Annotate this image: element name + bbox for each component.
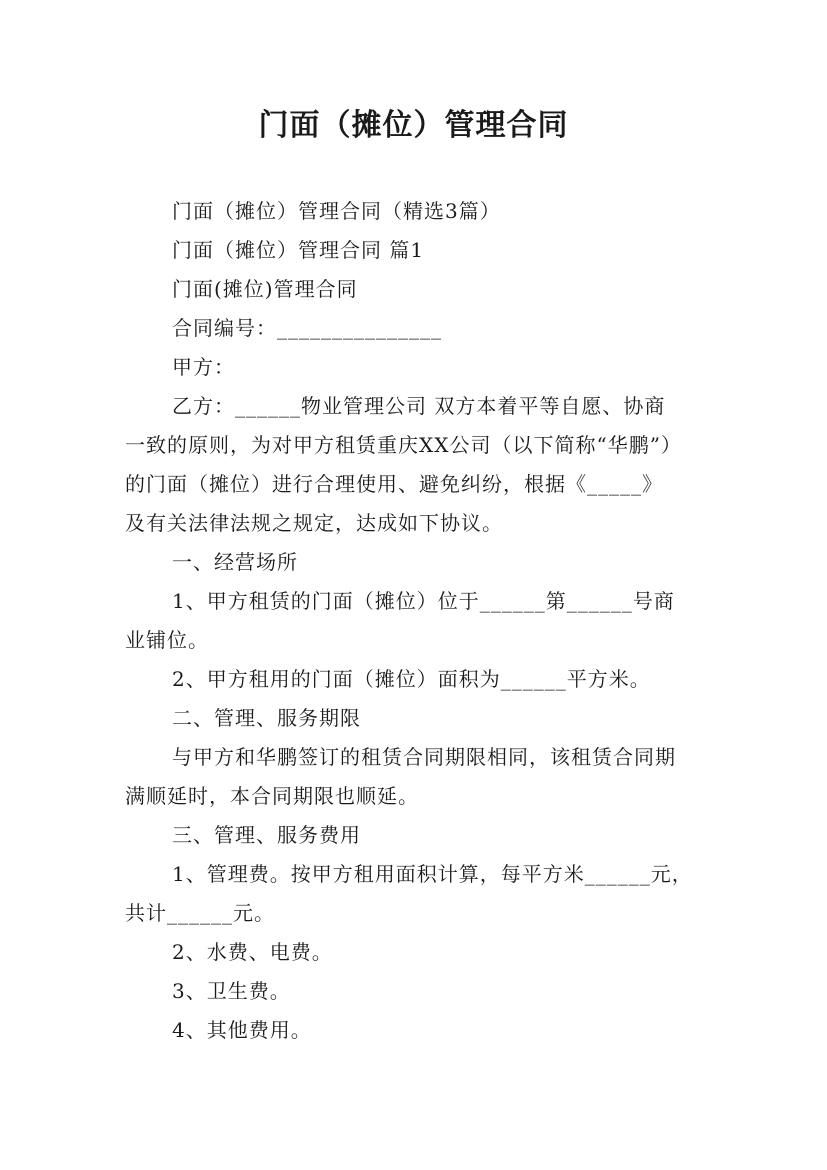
clause-item-line: 与甲方和华鹏签订的租赁合同期限相同，该租赁合同期 [172,745,676,769]
clause-heading-line: 三、管理、服务费用 [172,823,361,847]
contract-number-line: 合同编号：_______________ [172,316,442,340]
clause-item-line: 1、甲方租赁的门面（摊位）位于______第______号商 [172,589,675,613]
paragraph-line: 及有关法律法规之规定，达成如下协议。 [125,511,503,535]
clause-heading-line: 二、管理、服务期限 [172,706,361,730]
contract-heading-line: 门面(摊位)管理合同 [172,277,358,301]
clause-item-line: 3、卫生费。 [172,979,291,1003]
clause-heading-line: 一、经营场所 [172,550,298,574]
clause-item-line: 1、管理费。按甲方租用面积计算，每平方米______元， [172,862,693,886]
clause-item-line: 满顺延时，本合同期限也顺延。 [125,784,419,808]
document-title: 门面（摊位）管理合同 [258,108,569,143]
clause-item-line: 2、甲方租用的门面（摊位）面积为______平方米。 [172,667,651,691]
clause-item-line: 业铺位。 [125,628,209,652]
clause-item-line: 2、水费、电费。 [172,940,333,964]
party-b-line: 乙方：______物业管理公司 双方本着平等自愿、协商 [172,394,666,418]
clause-item-line: 共计______元。 [125,901,275,925]
subtitle-line: 门面（摊位）管理合同（精选3篇） [172,199,501,223]
paragraph-line: 的门面（摊位）进行合理使用、避免纠纷，根据《_____》 [125,472,663,496]
section-heading-line: 门面（摊位）管理合同 篇1 [172,238,425,262]
clause-item-line: 4、其他费用。 [172,1018,312,1042]
party-a-line: 甲方： [172,355,235,379]
paragraph-line: 一致的原则，为对甲方租赁重庆XX公司（以下简称“华鹏”） [125,433,682,457]
